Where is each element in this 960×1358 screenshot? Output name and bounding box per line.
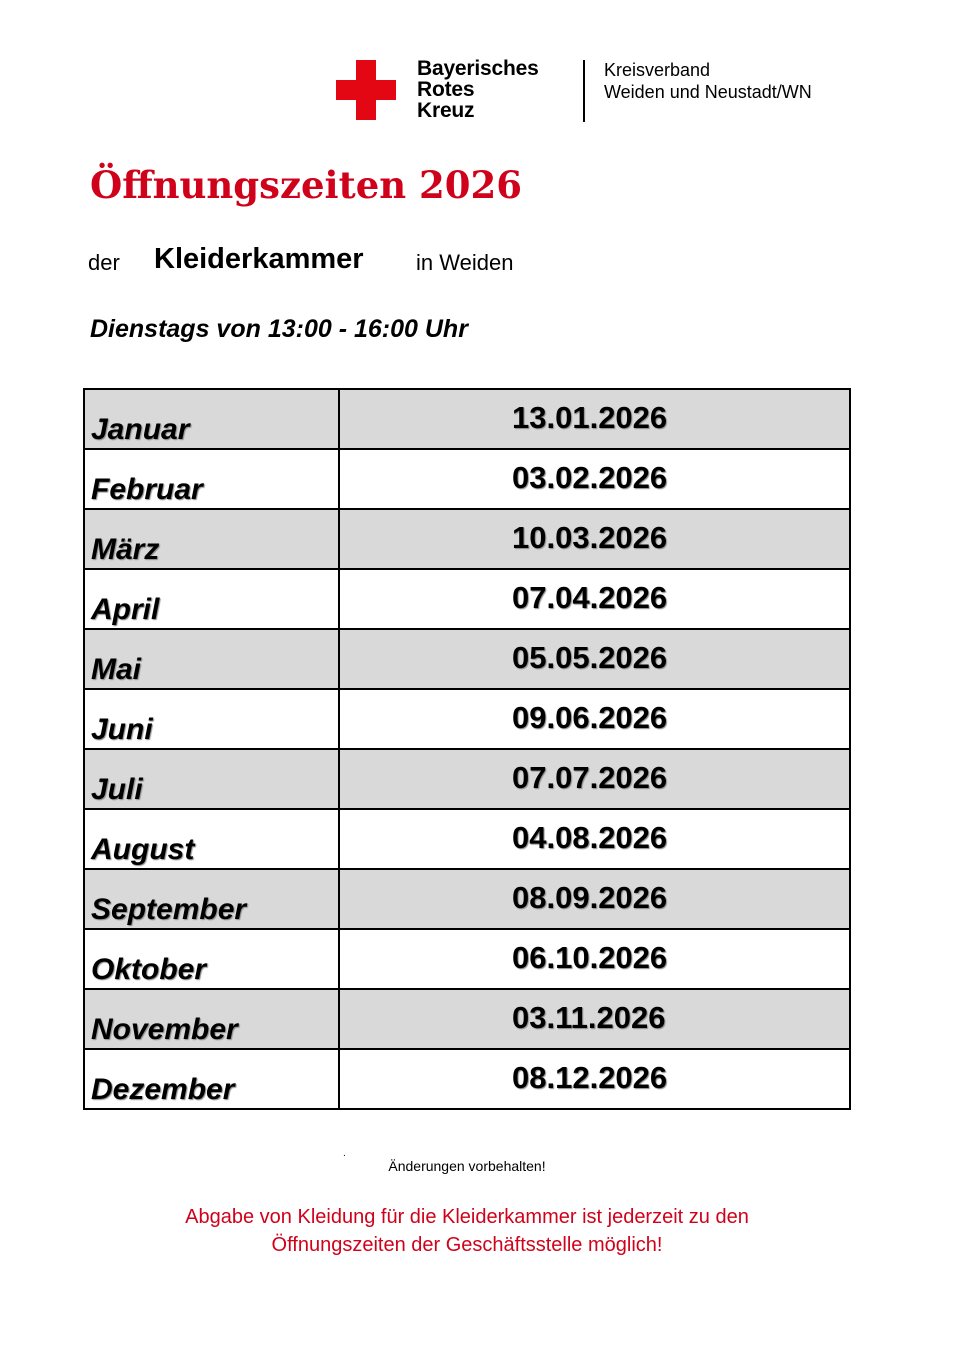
divider-dot: . bbox=[343, 1148, 346, 1159]
date-cell bbox=[339, 809, 850, 869]
date-value: 07.04.2026 bbox=[512, 580, 668, 615]
org-name-line: Kreuz bbox=[417, 99, 475, 122]
date-cell bbox=[339, 689, 850, 749]
date-value: 10.03.2026 bbox=[512, 520, 668, 555]
month-cell bbox=[84, 929, 339, 989]
date-value: 07.07.2026 bbox=[512, 760, 668, 795]
branch-line: Weiden und Neustadt/WN bbox=[604, 82, 812, 102]
changes-note: Änderungen vorbehalten! bbox=[388, 1158, 546, 1174]
table-row bbox=[84, 629, 850, 689]
date-value: 03.02.2026 bbox=[512, 460, 668, 495]
opening-hours: Dienstags von 13:00 - 16:00 Uhr bbox=[90, 315, 468, 343]
month-label: Mai bbox=[91, 653, 142, 686]
date-cell bbox=[339, 929, 850, 989]
month-label: Februar bbox=[91, 473, 203, 506]
date-cell bbox=[339, 749, 850, 809]
month-cell bbox=[84, 569, 339, 629]
table-row bbox=[84, 1049, 850, 1109]
table-row bbox=[84, 449, 850, 509]
notice-line: Abgabe von Kleidung für die Kleiderkammer ist jederzeit zu den bbox=[185, 1206, 749, 1228]
date-cell bbox=[339, 989, 850, 1049]
date-value: 08.12.2026 bbox=[512, 1060, 668, 1095]
date-cell bbox=[339, 629, 850, 689]
date-value: 03.11.2026 bbox=[512, 1000, 666, 1035]
organization-name bbox=[417, 58, 539, 121]
table-row bbox=[84, 929, 850, 989]
month-cell bbox=[84, 869, 339, 929]
subtitle-prefix: der bbox=[88, 250, 120, 275]
month-label: Dezember bbox=[91, 1073, 235, 1106]
table-row bbox=[84, 689, 850, 749]
red-cross-icon bbox=[336, 60, 396, 120]
date-value: 05.05.2026 bbox=[512, 640, 668, 675]
table-row bbox=[84, 809, 850, 869]
month-cell bbox=[84, 809, 339, 869]
month-label: April bbox=[91, 593, 160, 626]
month-cell bbox=[84, 989, 339, 1049]
date-value: 08.09.2026 bbox=[512, 880, 668, 915]
date-cell bbox=[339, 869, 850, 929]
month-cell bbox=[84, 629, 339, 689]
table-row bbox=[84, 389, 850, 449]
page-title: Öffnungszeiten 2026 bbox=[90, 163, 523, 207]
month-cell bbox=[84, 1049, 339, 1109]
subtitle-suffix: in Weiden bbox=[416, 250, 514, 275]
schedule-table bbox=[83, 388, 851, 1110]
month-cell bbox=[84, 689, 339, 749]
date-value: 06.10.2026 bbox=[512, 940, 668, 975]
month-cell bbox=[84, 449, 339, 509]
logo-divider bbox=[583, 60, 585, 122]
month-label: Juli bbox=[91, 773, 143, 806]
month-cell bbox=[84, 749, 339, 809]
date-value: 04.08.2026 bbox=[512, 820, 668, 855]
table-row bbox=[84, 509, 850, 569]
month-cell bbox=[84, 389, 339, 449]
notice-line: Öffnungszeiten der Geschäftsstelle möglich! bbox=[271, 1234, 663, 1256]
date-cell bbox=[339, 509, 850, 569]
month-label: Januar bbox=[91, 413, 190, 446]
subtitle-main: Kleiderkammer bbox=[154, 243, 364, 275]
date-value: 09.06.2026 bbox=[512, 700, 668, 735]
date-cell bbox=[339, 389, 850, 449]
month-cell bbox=[84, 509, 339, 569]
month-label: August bbox=[91, 833, 195, 866]
date-cell bbox=[339, 1049, 850, 1109]
donation-notice bbox=[0, 1203, 934, 1259]
month-label: Oktober bbox=[91, 953, 207, 986]
date-value: 13.01.2026 bbox=[512, 400, 668, 435]
month-label: Juni bbox=[91, 713, 153, 746]
month-label: November bbox=[91, 1013, 238, 1046]
date-cell bbox=[339, 569, 850, 629]
branch-name bbox=[604, 59, 812, 103]
table-row bbox=[84, 869, 850, 929]
table-row bbox=[84, 989, 850, 1049]
month-label: September bbox=[91, 893, 247, 926]
branch-line: Kreisverband bbox=[604, 60, 711, 80]
date-cell bbox=[339, 449, 850, 509]
org-name-line: Rotes bbox=[417, 78, 475, 101]
table-row bbox=[84, 749, 850, 809]
org-name-line: Bayerisches bbox=[417, 57, 539, 80]
month-label: März bbox=[91, 533, 160, 566]
table-row bbox=[84, 569, 850, 629]
